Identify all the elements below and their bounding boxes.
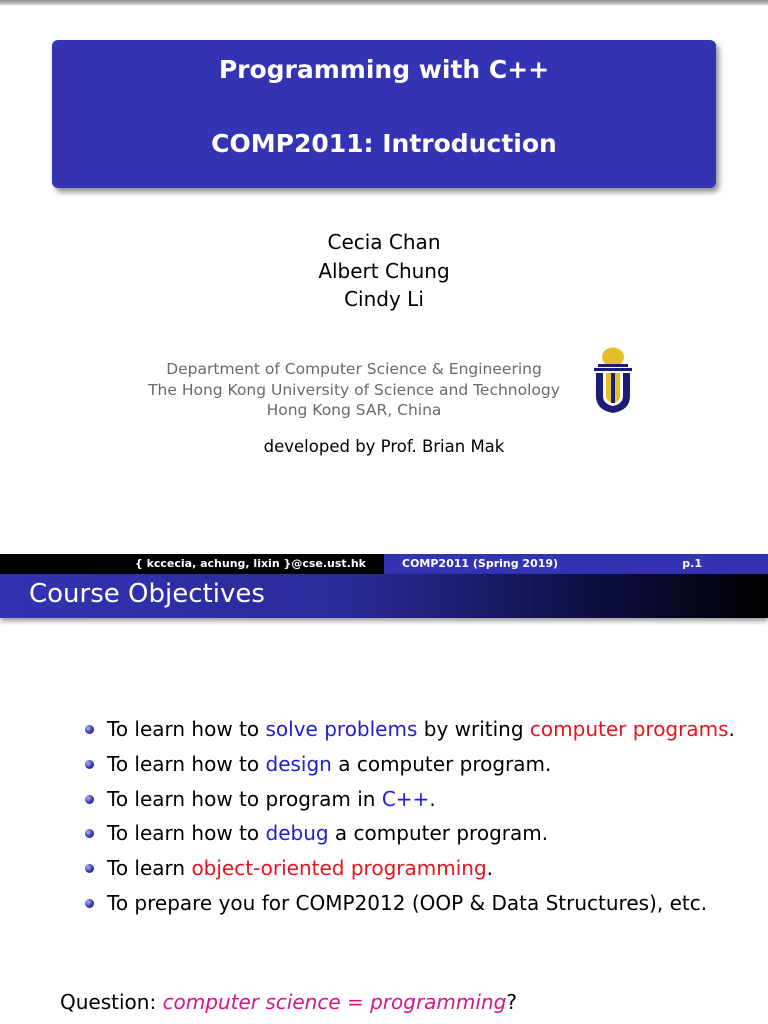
frame-title-bar [0,574,768,618]
highlighted-term: object-oriented programming [191,856,487,881]
objective-text: To learn how to [107,751,266,776]
presentation-subtitle: COMP2011: Introduction [211,129,557,158]
list-item [82,782,735,817]
hkust-logo-icon [590,346,636,416]
institute [120,359,588,421]
question-label: Question: [60,990,163,1014]
highlighted-term: debug [265,821,329,846]
bullet-icon [85,899,94,908]
objective-text: a computer program. [328,821,549,846]
list-item [82,851,735,886]
highlighted-term: computer programs [529,717,729,741]
department-line: Department of Computer Science & Engineering [166,360,542,378]
objective-text: To learn how to program in [107,786,382,811]
list-item [82,886,735,921]
bullet-icon [85,795,94,804]
developed-by: developed by Prof. Brian Mak [263,437,505,456]
objective-text: To learn how to [107,821,266,846]
objective-text: . [429,786,436,811]
highlighted-term: C++ [381,786,430,811]
author-name: Cindy Li [344,287,424,311]
objective-text: . [728,717,735,741]
objective-text: To learn [107,856,192,881]
page-top-edge [0,0,768,5]
footer-page-number: p.1 [640,554,768,574]
bullet-icon [85,760,94,769]
question-emphasis: computer science = programming [162,990,507,1014]
objective-text: To prepare you for COMP2012 (OOP & Data Structures), etc. [107,890,708,915]
question-line [60,990,517,1014]
slide-footer [0,554,768,574]
objective-text: by writing [417,717,530,741]
bullet-icon [85,829,94,838]
question-end: ? [506,990,517,1014]
objective-text: To learn how to [107,717,266,741]
objective-text: a computer program. [331,751,552,776]
author-name: Cecia Chan [327,230,441,254]
author-name: Albert Chung [318,258,450,283]
university-line: The Hong Kong University of Science and Technology [148,380,560,399]
objective-text: . [486,856,493,881]
list-item [82,816,735,851]
presentation-title: Programming with C++ [218,55,550,84]
footer-course: COMP2011 (Spring 2019) [384,554,640,574]
bullet-icon [85,725,94,734]
list-item [82,712,735,747]
highlighted-term: solve problems [265,717,418,741]
list-item [82,747,735,782]
footer-emails: { kccecia, achung, lixin }@cse.ust.hk [0,554,384,574]
location-line: Hong Kong SAR, China [266,401,442,419]
highlighted-term: design [265,751,332,776]
author-list [0,228,768,314]
objectives-list [82,712,735,921]
bullet-icon [85,864,94,873]
frame-title: Course Objectives [29,579,265,609]
title-block [52,40,716,188]
